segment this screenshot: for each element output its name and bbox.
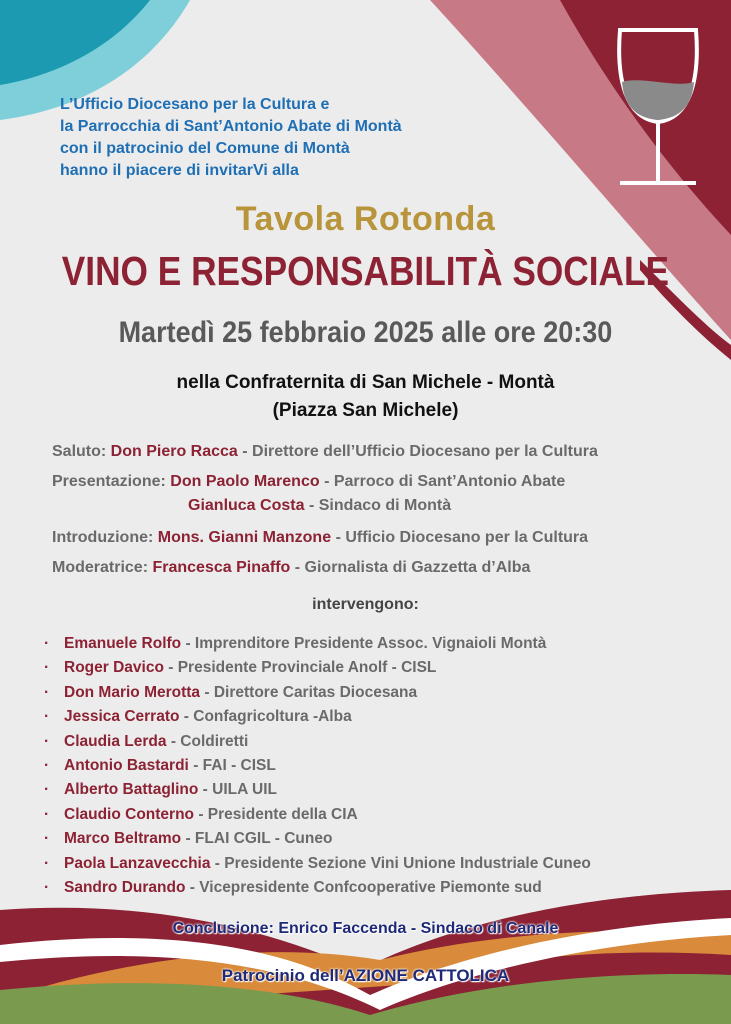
speaker-role: - Parroco di Sant’Antonio Abate <box>324 473 566 490</box>
bullet-icon: · <box>44 878 50 896</box>
speaker-name: Sandro Durando <box>64 878 186 896</box>
speaker-list-item <box>44 656 591 680</box>
speaker-name: Don Paolo Marenco <box>170 473 320 490</box>
speaker-list-item <box>44 852 591 876</box>
speaker-name: Claudio Conterno <box>64 805 195 823</box>
speaker-name: Don Piero Racca <box>110 443 238 460</box>
bullet-icon: · <box>44 708 50 726</box>
speaker-role: - Vicepresidente Confcooperative Piemonte sud <box>189 878 542 896</box>
speaker-name: Emanuele Rolfo <box>64 635 182 652</box>
event-venue-address: (Piazza San Michele) <box>272 400 459 421</box>
speaker-role: - Presidente Provinciale Anolf - CISL <box>168 659 437 677</box>
program-introduzione <box>52 529 588 547</box>
speaker-role: - Direttore dell’Ufficio Diocesano per la Cultura <box>242 443 598 460</box>
intro-line: hanno il piacere di invitarVi alla <box>60 162 299 179</box>
speaker-list-item <box>44 705 591 729</box>
bullet-icon: · <box>44 830 50 848</box>
program-label: Presentazione: <box>52 473 166 490</box>
program-label: Saluto: <box>52 443 107 460</box>
bullet-icon: · <box>44 781 50 799</box>
bullet-icon: · <box>44 683 50 701</box>
speaker-role: - Coldiretti <box>170 732 249 750</box>
speaker-role: - Presidente della CIA <box>198 805 358 823</box>
program-moderatrice <box>52 559 530 577</box>
bullet-icon: · <box>44 635 50 652</box>
speaker-role: - FLAI CGIL - Cuneo <box>185 830 333 848</box>
speaker-name: Francesca Pinaffo <box>152 559 291 576</box>
speaker-name: Jessica Cerrato <box>64 708 180 726</box>
conclusion-line: Conclusione: Enrico Faccenda - Sindaco di Canale <box>172 920 559 937</box>
speaker-role: - Imprenditore Presidente Assoc. Vignaioli Montà <box>185 635 547 652</box>
speaker-role: - Giornalista di Gazzetta d’Alba <box>294 559 531 576</box>
speaker-name: Alberto Battaglino <box>64 781 199 799</box>
speaker-role: - Confagricoltura -Alba <box>183 708 352 726</box>
speaker-name: Mons. Gianni Manzone <box>157 529 332 546</box>
speaker-list-item <box>44 754 591 778</box>
event-venue: nella Confraternita di San Michele - Montà <box>176 372 555 393</box>
speaker-role: - Sindaco di Montà <box>308 497 452 514</box>
program-presentazione-second <box>188 497 451 515</box>
speaker-name: Marco Beltramo <box>64 830 182 848</box>
bullet-icon: · <box>44 756 50 774</box>
speaker-name: Don Mario Merotta <box>64 683 201 701</box>
bullet-icon: · <box>44 732 50 750</box>
intro-block <box>60 94 402 182</box>
intro-line: L’Ufficio Diocesano per la Cultura e <box>60 96 330 113</box>
speaker-list-item <box>44 681 591 705</box>
speaker-name: Gianluca Costa <box>188 497 305 514</box>
program-label: Introduzione: <box>52 529 154 546</box>
speaker-list-item <box>44 778 591 802</box>
speaker-name: Claudia Lerda <box>64 732 167 750</box>
speaker-list-item <box>44 730 591 754</box>
program-label: Moderatrice: <box>52 559 149 576</box>
speakers-heading: intervengono: <box>312 596 419 613</box>
bullet-icon: · <box>44 805 50 823</box>
speaker-list-item <box>44 632 591 656</box>
program-presentazione <box>52 473 565 491</box>
intro-line: la Parrocchia di Sant’Antonio Abate di Montà <box>60 118 402 135</box>
speaker-role: - UILA UIL <box>202 781 277 799</box>
bullet-icon: · <box>44 854 50 872</box>
event-date: Martedì 25 febbraio 2025 alle ore 20:30 <box>118 316 613 349</box>
speaker-name: Antonio Bastardi <box>64 756 189 774</box>
speaker-list-item <box>44 827 591 851</box>
speaker-list-item <box>44 876 591 900</box>
speaker-name: Paola Lanzavecchia <box>64 854 211 872</box>
speakers-list <box>44 632 591 900</box>
speaker-role: - Direttore Caritas Diocesana <box>204 683 418 701</box>
bullet-icon: · <box>44 659 50 677</box>
event-main-title: VINO E RESPONSABILITÀ SOCIALE <box>61 248 670 294</box>
speaker-role: - FAI - CISL <box>193 756 276 774</box>
speaker-list-item <box>44 803 591 827</box>
speaker-name: Roger Davico <box>64 659 164 677</box>
program-saluto <box>52 443 598 461</box>
intro-line: con il patrocinio del Comune di Montà <box>60 140 350 157</box>
event-type-title: Tavola Rotonda <box>235 200 496 238</box>
speaker-role: - Presidente Sezione Vini Unione Industriale Cuneo <box>214 854 591 872</box>
patronage-line: Patrocinio dell’AZIONE CATTOLICA <box>221 966 510 985</box>
speaker-role: - Ufficio Diocesano per la Cultura <box>335 529 589 546</box>
